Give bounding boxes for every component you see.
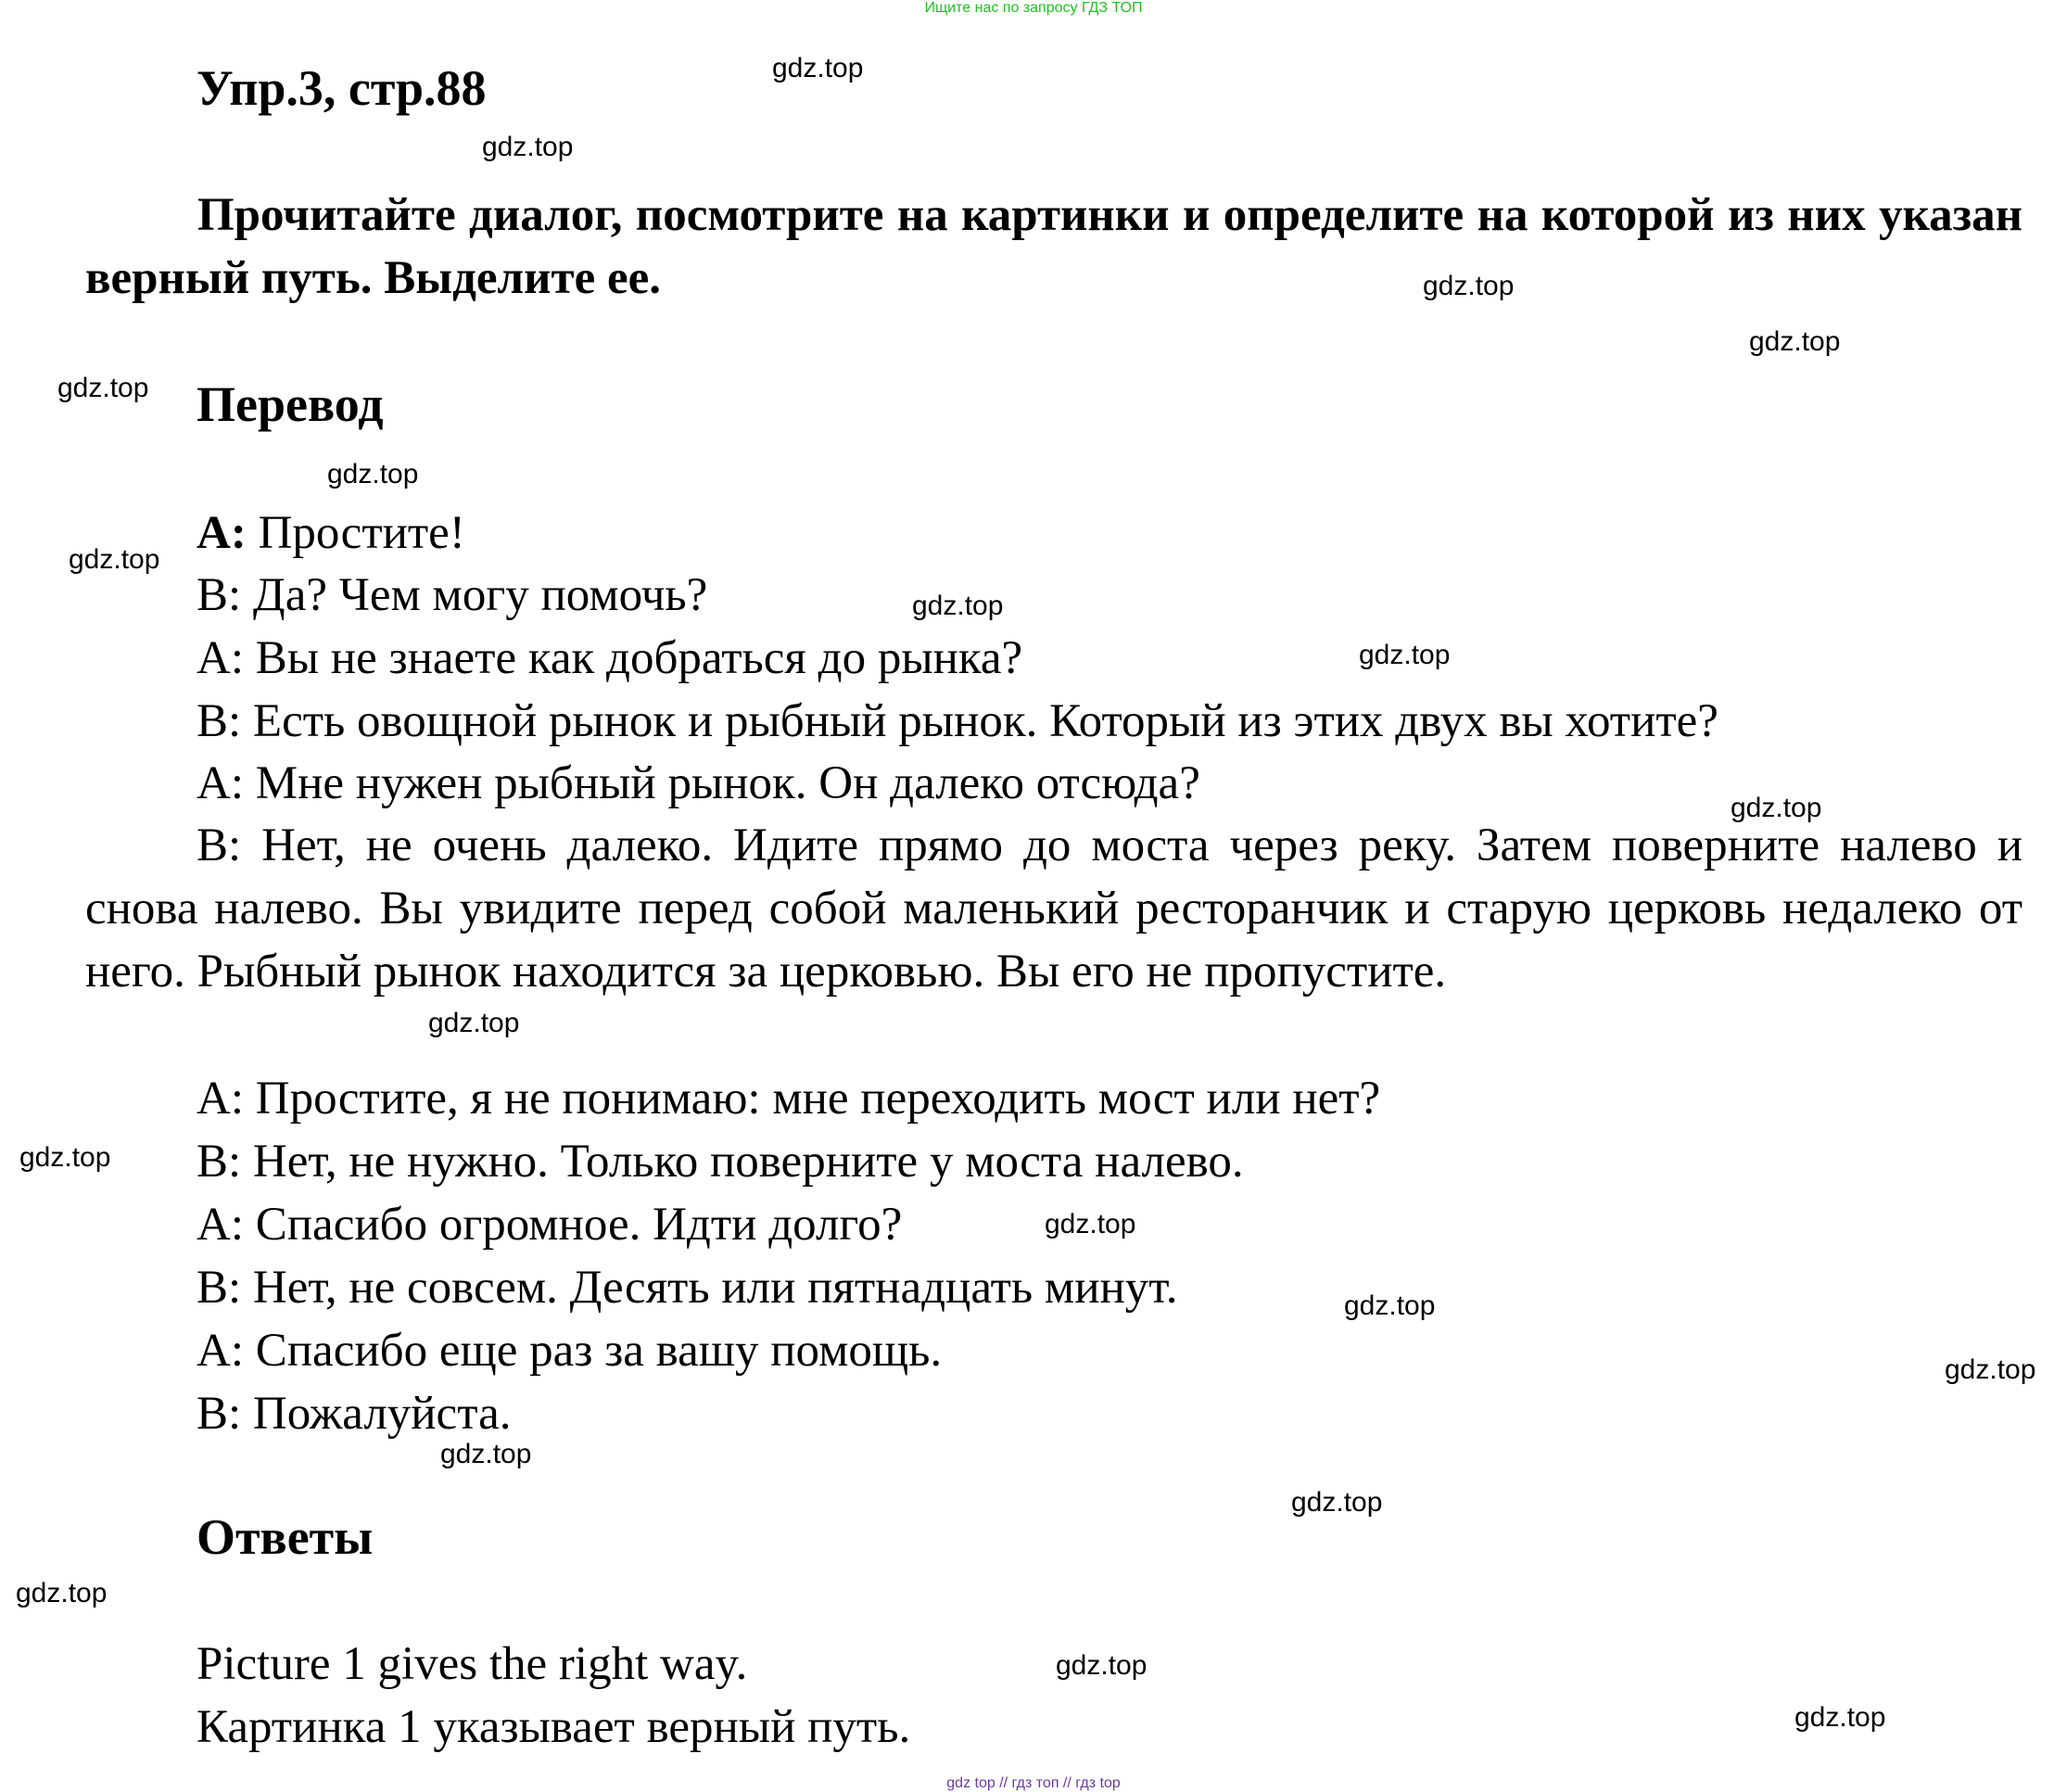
- watermark: gdz.top: [1423, 271, 1515, 301]
- dialog-line: А: Спасибо огромное. Идти долго?: [197, 1199, 903, 1251]
- watermark: gdz.top: [1794, 1702, 1886, 1733]
- watermark: gdz.top: [428, 1008, 520, 1038]
- exercise-title: Упр.3, стр.88: [197, 60, 487, 116]
- watermark: gdz.top: [772, 53, 864, 83]
- dialog-line: А: Вы не знаете как добраться до рынка?: [197, 632, 1023, 684]
- footer-links[interactable]: gdz top // гдз топ // гдз top: [946, 1775, 1121, 1791]
- answer-line: Картинка 1 указывает верный путь.: [197, 1701, 911, 1753]
- top-banner[interactable]: Ищите нас по запросу ГДЗ ТОП: [924, 0, 1143, 16]
- watermark: gdz.top: [1344, 1290, 1436, 1321]
- answers-heading: Ответы: [197, 1509, 374, 1565]
- dialog-text: Простите!: [246, 507, 465, 559]
- watermark: gdz.top: [440, 1439, 532, 1469]
- watermark: gdz.top: [1291, 1487, 1383, 1518]
- dialog-line: В: Да? Чем могу помочь?: [197, 569, 708, 621]
- watermark: gdz.top: [327, 459, 419, 489]
- dialog-line: В: Есть овощной рынок и рыбный рынок. Который из этих двух вы хотите?: [197, 695, 1718, 747]
- watermark: gdz.top: [57, 373, 149, 403]
- watermark: gdz.top: [1045, 1209, 1136, 1239]
- dialog-line: А: Мне нужен рыбный рынок. Он далеко отсюда?: [197, 757, 1200, 809]
- dialog-line: В: Нет, не нужно. Только поверните у моста налево.: [197, 1136, 1244, 1188]
- watermark: gdz.top: [482, 132, 574, 162]
- dialog-line: В: Нет, не совсем. Десять или пятнадцать минут.: [197, 1262, 1178, 1314]
- watermark: gdz.top: [19, 1142, 111, 1173]
- speaker-label: А:: [197, 507, 247, 559]
- watermark: gdz.top: [1749, 326, 1841, 357]
- watermark: gdz.top: [1056, 1650, 1148, 1681]
- watermark: gdz.top: [1945, 1354, 2036, 1385]
- dialog-line: А: Спасибо еще раз за вашу помощь.: [197, 1325, 943, 1377]
- translation-heading: Перевод: [197, 376, 384, 432]
- watermark: gdz.top: [69, 544, 160, 575]
- watermark: gdz.top: [1731, 793, 1822, 823]
- watermark: gdz.top: [16, 1578, 108, 1608]
- watermark: gdz.top: [912, 591, 1004, 621]
- answer-line: Picture 1 gives the right way.: [197, 1638, 748, 1690]
- dialog-line: [197, 505, 465, 561]
- dialog-long-reply: В: Нет, не очень далеко. Идите прямо до моста через реку. Затем поверните налево и снова налево. Вы увидите перед собой маленький ресторанчик и старую церковь недалеко от него. Рыбный рынок находится за церковью. Вы его не пропустите.: [85, 820, 2023, 998]
- dialog-line: А: Простите, я не понимаю: мне переходить мост или нет?: [197, 1073, 1381, 1125]
- task-instruction: Прочитайте диалог, посмотрите на картинки и определите на которой из них указан верный путь. Выделите ее.: [85, 189, 2023, 304]
- watermark: gdz.top: [1359, 640, 1451, 670]
- dialog-line: В: Пожалуйста.: [197, 1388, 512, 1440]
